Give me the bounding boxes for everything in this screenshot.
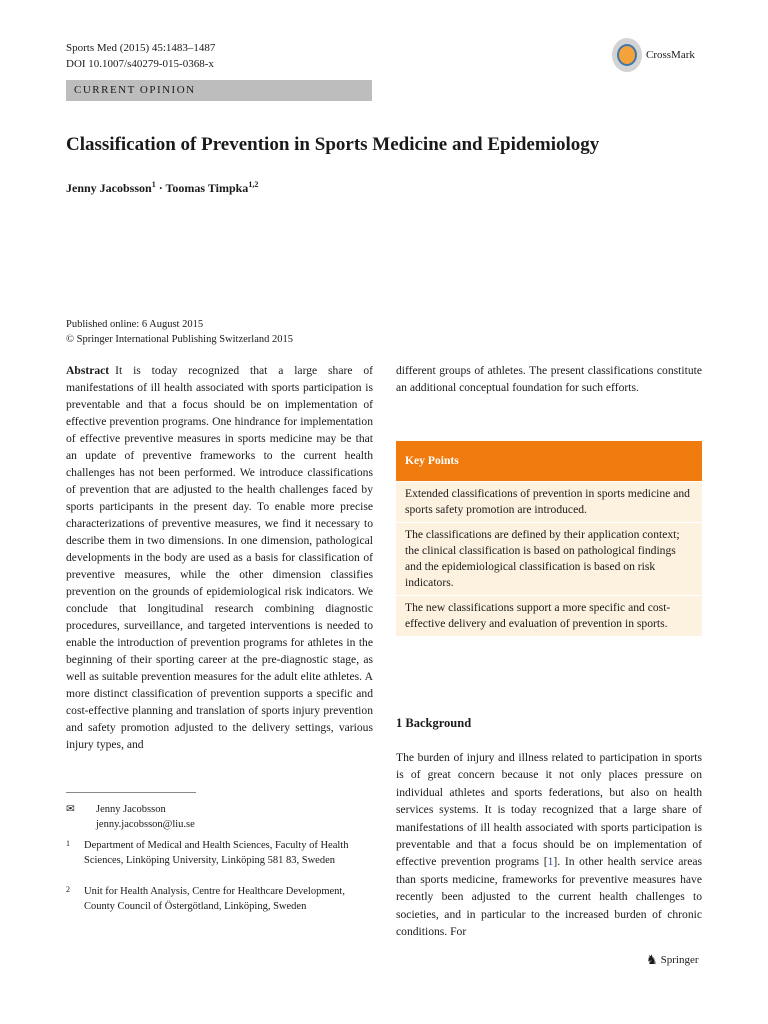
crossmark-badge[interactable] [612, 38, 695, 72]
corresponding-email[interactable]: jenny.jacobsson@liu.se [96, 819, 195, 830]
affiliation-number: 2 [66, 885, 70, 894]
envelope-icon: ✉ [66, 804, 75, 815]
key-points-box [396, 441, 702, 636]
crossmark-label: CrossMark [646, 49, 695, 61]
corresponding-author: Jenny Jacobsson [96, 804, 166, 815]
affiliation [66, 838, 364, 868]
publisher-logo [646, 952, 699, 968]
author-list [66, 180, 258, 196]
abstract [66, 362, 373, 753]
paper-title: Classification of Prevention in Sports Medicine and Epidemiology [66, 134, 600, 155]
affiliation-text: Department of Medical and Health Sciences, Faculty of Health Sciences, Linköping University, Linköping 581 83, Sweden [84, 840, 349, 866]
journal-meta [66, 40, 215, 72]
author-affiliation-mark: 1,2 [248, 180, 259, 189]
key-point-item: The new classifications support a more specific and cost-effective delivery and evaluation of prevention in sports. [396, 595, 702, 636]
section-banner: CURRENT OPINION [66, 80, 372, 101]
affiliation-text: Unit for Health Analysis, Centre for Healthcare Development, County Council of Östergötland, Linköping, Sweden [84, 886, 345, 912]
footnote-divider [66, 792, 196, 793]
copyright: © Springer International Publishing Switzerland 2015 [66, 334, 293, 345]
abstract-label: Abstract [66, 364, 110, 377]
affiliation [66, 884, 364, 914]
springer-horse-icon: ♞ [646, 952, 658, 967]
abstract-continuation: different groups of athletes. The present classifications constitute an additional conceptual foundation for such efforts. [396, 364, 702, 394]
author-name[interactable]: Jenny Jacobsson [66, 181, 152, 195]
body-text: The burden of injury and illness related to participation in sports is of great concern because it not only places pressure on individual athletes and sports federations, but also on health services systems. It is today recognized that a large share of manifestations of ill health associated with sports participation is preventable and that a focus should be on implementation of effective prevention programs [ [396, 751, 702, 869]
key-point-item: Extended classifications of prevention in sports medicine and sports safety promotion are introduced. [396, 481, 702, 522]
journal-citation: Sports Med (2015) 45:1483–1487 [66, 42, 216, 54]
key-point-item: The classifications are defined by their application context; the clinical classification is based on pathological findings and the epidemiological classification is based on risk indicators. [396, 522, 702, 595]
citation-link[interactable]: 1 [547, 855, 554, 869]
publication-info [66, 317, 293, 347]
section-body [396, 749, 702, 940]
author-affiliation-mark: 1 [151, 180, 156, 189]
correspondence [66, 802, 195, 832]
abstract-text: It is today recognized that a large share of manifestations of ill health associated with sports participation is preventable and that a focus should be on implementation of effective prevention programs. One hindrance for implementation of effective preventive measures in sports medicine may be that an update of preventive frameworks to the current health challenges has not been performed. We introduce classifications of prevention that are adjusted to the health challenges faced by sports participants in the present day. To enable more precise characterizations of preventive measures, we find it necessary to describe them in two dimensions. In one dimension, pathological developments in the body are used as a basis for classification of preventive measures, while the other dimension classifies prevention on the grounds of epidemiological risk indicators. We conclude that longitudinal research combining diagnostic procedures, surveillance, and targeted interventions is needed to enable the introduction of prevention programs for athletes in the beginning of their sporting career at the pre-diagnostic stage, as well as suitable prevention measures for the adult elite athletes. A more distinct classification of prevention supports a specific and cost-effective planning and translation of sports injury prevention and safety promotion adjusted to the delivery settings, various injury types, and [66, 364, 373, 751]
section-heading: 1 Background [396, 716, 472, 730]
publisher-name: Springer [660, 954, 699, 966]
doi[interactable]: DOI 10.1007/s40279-015-0368-x [66, 58, 214, 70]
author-name[interactable]: Toomas Timpka [165, 181, 249, 195]
published-date: Published online: 6 August 2015 [66, 319, 204, 330]
crossmark-icon [612, 38, 642, 72]
author-separator: · [155, 181, 166, 195]
affiliation-number: 1 [66, 839, 70, 848]
key-points-header: Key Points [396, 441, 702, 481]
body-text: ]. In other health service areas than sports medicine, frameworks for preventive measures have recently been adjusted to the current health challenges to societies, and in particular to the increased burden of chronic conditions. For [396, 855, 702, 939]
